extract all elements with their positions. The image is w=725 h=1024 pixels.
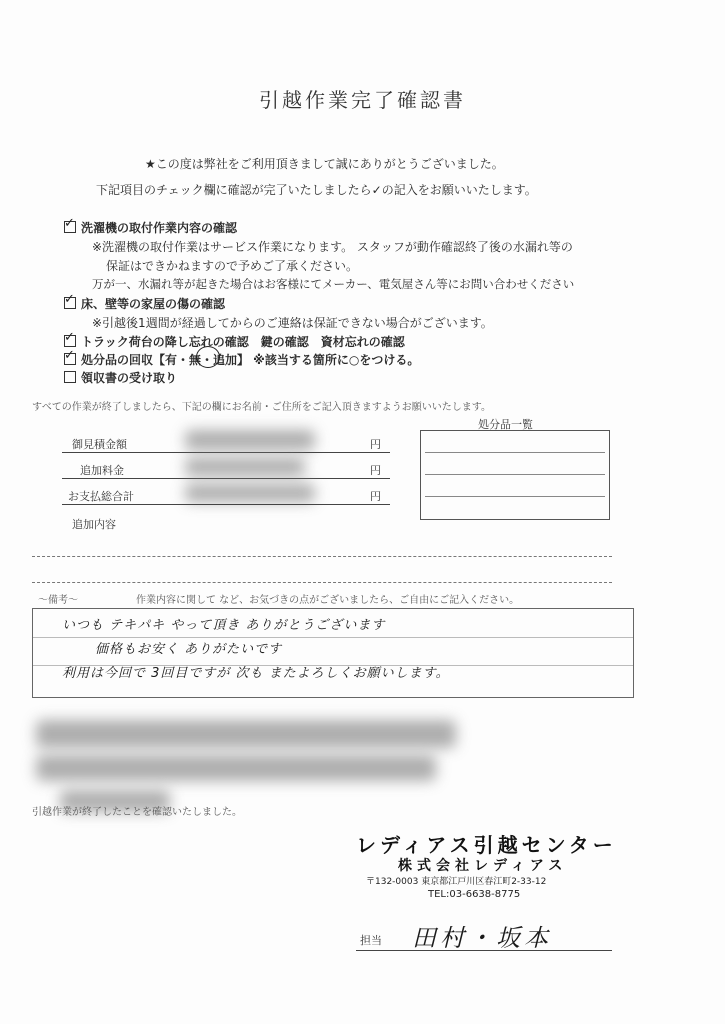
- item5-label: 領収書の受け取り: [81, 371, 178, 385]
- form-instruction: すべての作業が終了しましたら、下記の欄にお名前・ご住所をご記入頂きますようお願いいたします。: [32, 402, 491, 413]
- additional-fee-label: 追加料金: [80, 464, 124, 477]
- checkbox-empty-icon: [64, 371, 76, 383]
- item4-label: 処分品の回収【有・無・追加】 ※該当する箇所に○をつける。: [81, 353, 420, 367]
- remarks-line2: 価格もお安く ありがたいです: [95, 642, 283, 657]
- document-title: 引越作業完了確認書: [259, 88, 466, 112]
- redacted-customer-name: [36, 720, 456, 748]
- redacted-total-amount: [185, 484, 315, 502]
- checklist-item-receipt: [64, 369, 177, 386]
- item1-label: 洗濯機の取付作業内容の確認: [81, 221, 238, 235]
- estimate-label: 御見積金額: [72, 438, 127, 451]
- additional-content-label: 追加内容: [72, 518, 116, 531]
- company-address: 〒132-0003 東京都江戸川区春江町2-33-12: [366, 877, 547, 887]
- yen-label: 円: [370, 490, 381, 503]
- disposal-list-heading: 処分品一覧: [478, 418, 533, 431]
- yen-label: 円: [370, 438, 381, 451]
- company-name-stamp: レディアス引越センター: [356, 833, 617, 857]
- remarks-label: ～備考～: [38, 595, 78, 606]
- company-tel: TEL:03-6638-8775: [428, 889, 521, 900]
- divider: [425, 496, 605, 497]
- total-label: お支払総合計: [68, 490, 134, 503]
- redacted-additional-fee: [185, 458, 305, 476]
- item3-label: トラック荷台の降し忘れの確認 鍵の確認 資材忘れの確認: [81, 335, 405, 349]
- remarks-instruction: 作業内容に関して など、お気づきの点がございましたら、ご自由にご記入ください。: [136, 595, 520, 606]
- remarks-line3: 利用は今回で 3回目ですが 次も またよろしくお願いします。: [62, 666, 450, 681]
- remarks-line1: いつも テキパキ やって頂き ありがとうございます: [62, 618, 386, 633]
- yen-label: 円: [370, 464, 381, 477]
- company-corp-stamp: 株式会社レディアス: [398, 858, 568, 874]
- dashed-divider: [32, 556, 612, 557]
- checkbox-checked-icon: [64, 221, 76, 233]
- disposal-list-box: [420, 430, 610, 520]
- checkbox-checked-icon: [64, 335, 76, 347]
- item2-label: 床、壁等の家屋の傷の確認: [81, 297, 226, 311]
- divider: [62, 452, 390, 453]
- redacted-customer-address: [36, 755, 436, 781]
- divider: [425, 452, 605, 453]
- staff-label: 担当: [360, 934, 382, 947]
- confirmation-text: 引越作業が終了したことを確認いたしました。: [32, 807, 242, 818]
- checkbox-checked-icon: [64, 353, 76, 365]
- item2-note: ※引越後1週間が経過してからのご連絡は保証できない場合がございます。: [92, 316, 493, 330]
- checkbox-checked-icon: [64, 297, 76, 309]
- dashed-divider: [32, 582, 612, 583]
- checklist-item-house-damage: [64, 295, 225, 312]
- divider: [62, 504, 390, 505]
- staff-signature: 田村・坂本: [412, 924, 552, 952]
- item1-note2: 保証はできかねますので予めご了承ください。: [106, 259, 359, 273]
- greeting-text: ★この度は弊社をご利用頂きまして誠にありがとうございました。: [145, 157, 504, 171]
- checklist-item-washing-machine: [64, 219, 237, 236]
- item1-note1: ※洗濯機の取付作業はサービス作業になります。 スタッフが動作確認終了後の水漏れ等の: [92, 240, 573, 254]
- selection-circle-mark: [196, 346, 220, 368]
- checklist-item-disposal: [64, 351, 419, 368]
- signature-line: [356, 950, 612, 951]
- divider: [425, 474, 605, 475]
- divider: [62, 478, 390, 479]
- instruction-text: 下記項目のチェック欄に確認が完了いたしましたら✓の記入をお願いいたします。: [96, 183, 537, 197]
- item1-note3: 万が一、水漏れ等が起きた場合はお客様にてメーカー、電気屋さん等にお問い合わせください: [92, 277, 575, 291]
- checklist-item-truck-check: [64, 333, 405, 350]
- redacted-estimate-amount: [185, 430, 315, 450]
